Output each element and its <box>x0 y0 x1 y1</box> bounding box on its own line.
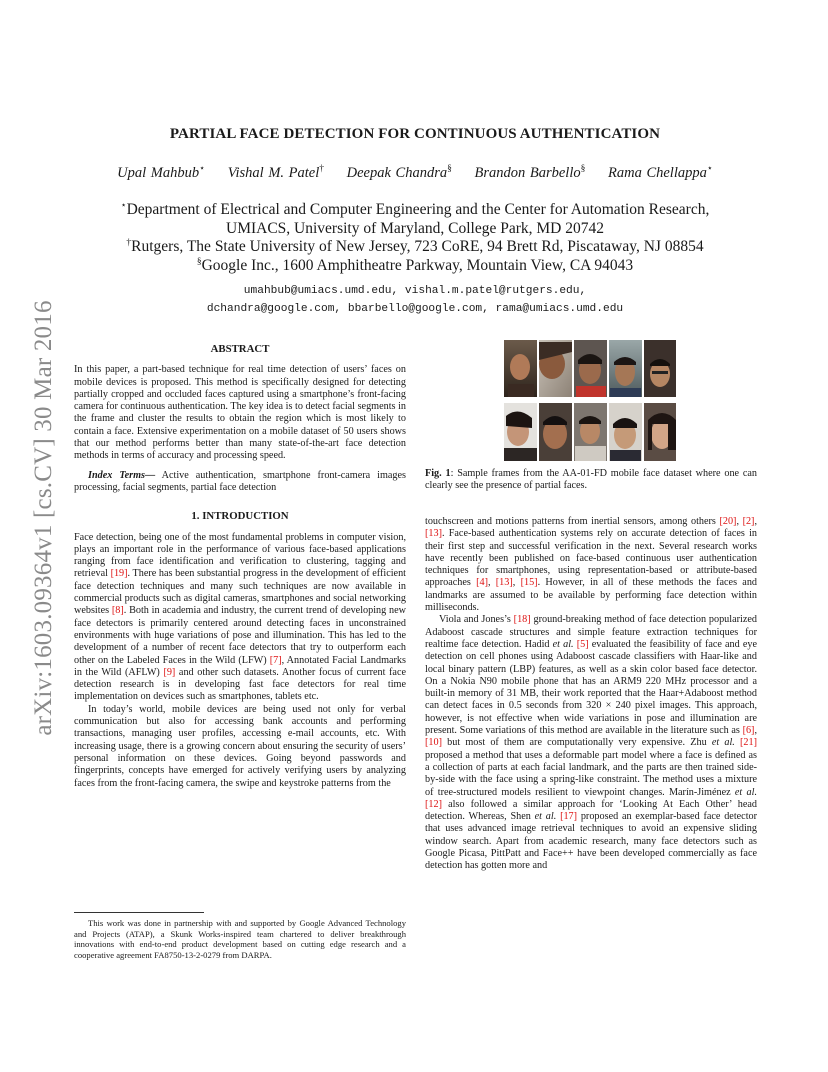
citation-link[interactable]: [13] <box>425 528 442 540</box>
sample-frame <box>609 403 642 461</box>
body-text: , Annotated Facial Landmarks in the Wild (AFLW) <box>74 654 406 678</box>
citation-link[interactable]: [9] <box>163 666 176 678</box>
author: Upal Mahbub⋆ <box>117 164 206 181</box>
sample-frame <box>504 340 537 397</box>
sample-frame <box>574 403 607 461</box>
body-text: proposed a method that uses a deformable part model where a face is defined as a collection of parts at each facial landmark, and the parts are then trained side-by-side with the face using a spring-like constraint. The method uses a mixture of tree-structured models resilient to viewpoint changes. Marín-Jiménez <box>425 749 757 798</box>
left-column <box>74 343 406 790</box>
citation-link[interactable]: [12] <box>425 798 442 810</box>
email-line: umahbub@umiacs.umd.edu, vishal.m.patel@rutgers.edu, <box>243 285 587 297</box>
index-terms: Index Terms— Active authentication, smartphone front-camera images processing, facial segments, partial face detection <box>74 469 406 493</box>
body-text: . However, in all of these methods the faces and landmarks are assumed to be available by performing face detection within milliseconds. <box>425 577 758 614</box>
citation-link[interactable]: [5] <box>576 638 589 650</box>
body-text: . Face-based authentication systems rely on accurate detection of faces in their first step and successful verification in the next. Several research works have recently been published on face-based continuous user authentication techniques for smartphones, using representation-based or attribute-based approaches <box>425 528 757 589</box>
body-text: ground-breaking method of face detection popularized Adaboost cascade structures and simple feature extraction techniques for realtime face detection. Hadid <box>425 614 757 650</box>
right-paragraph-2 <box>425 614 757 872</box>
citation-link[interactable]: [21] <box>740 737 758 749</box>
body-text: Face detection, being one of the most fundamental problems in computer vision, plays an important role in the performance of various face-based applications ranging from face identification and verification to clustering, tagging and retrieval <box>74 531 406 580</box>
body-text: , <box>512 577 521 589</box>
body-text: In today’s world, mobile devices are being used not only for verbal communication but also for accessing bank accounts and performing transactions, managing user profiles, accessing e-mail accounts, etc. With increasing usage, there is a growing concern about ensuring the security of users’ personal information on these devices. Going beyond passwords and fingerprints, concepts have emerged for actively verifying users by analyzing faces from the front-facing camera, the swipe and keystroke patterns from the <box>74 703 406 789</box>
footnote: This work was done in partnership with and supported by Google Advanced Technology and Projects (ATAP), a Skunk Works-inspired team chartered to deliver breakthrough innovations with end-to-end product development based on cutting edge research and a cooperative agreement FA8750-13-2-0279 from DARPA. <box>74 918 406 960</box>
abstract-heading: ABSTRACT <box>210 343 270 355</box>
sample-frame <box>644 340 676 397</box>
citation-link[interactable]: [20] <box>719 516 737 527</box>
author-emails <box>60 282 770 318</box>
citation-link[interactable]: [17] <box>560 811 578 823</box>
author: Brandon Barbello§ <box>474 164 586 181</box>
affiliation-umd: ⋆Department of Electrical and Computer Engineering and the Center for Automation Research, <box>120 201 710 218</box>
citation-link[interactable]: [13] <box>495 577 513 589</box>
affiliation-google: §Google Inc., 1600 Amphitheatre Parkway, Mountain View, CA 94043 <box>196 256 634 274</box>
intro-paragraph-1 <box>74 532 406 704</box>
arxiv-identifier: arXiv:1603.09364v1 [cs.CV] 30 Mar 2016 <box>30 300 57 736</box>
email-line: dchandra@google.com, bbarbello@google.com, rama@umiacs.umd.edu <box>206 303 624 315</box>
citation-link[interactable]: [6] <box>742 725 755 737</box>
sample-frame <box>609 340 642 397</box>
sample-frame <box>644 403 676 461</box>
body-text: . There has been substantial progress in the development of efficient face detection techniques and many such techniques are now available in commercial products such as digital cameras, smartphones and social networking websites <box>74 568 406 617</box>
citation-link[interactable]: [18] <box>513 614 531 626</box>
right-column <box>425 516 757 873</box>
citation-link[interactable]: [2] <box>742 516 755 527</box>
author: Rama Chellappa⋆ <box>607 164 713 181</box>
affiliations <box>60 201 770 275</box>
abstract-text: In this paper, a part-based technique for real time detection of users’ faces on mobile devices is proposed. This method is specifically designed for detecting partially cropped and occluded faces captured using a smartphone’s front-facing camera for continuous authentication. The key idea is to detect facial segments in the frame and cluster the results to obtain the region which is most likely to contain a face. Extensive experimentation on a mobile dataset of 50 users shows that our method performs better than many state-of-the-art face detection methods in terms of accuracy and processing speed. <box>74 364 406 462</box>
footnote-rule <box>74 912 204 913</box>
right-paragraph-1 <box>425 516 757 614</box>
citation-link[interactable]: [19] <box>110 568 128 580</box>
body-text: evaluated the feasibility of face and eye detection on cell phones using Adaboost cascade classifiers with Haar-like and local binary pattern (LBP) features, as well as a skin color based face detector. On a Nokia N90 mobile phone that has an ARM9 220 MHz processor and a built-in memory of 31 MB, their work reported that the Haar+Adaboost method can detect faces in 0.5 seconds from 320 × 240 pixel images. This approach, however, is not effective when wide variations in pose and illumination are present. Some variations of this method are available in the literature such as <box>425 638 757 737</box>
sample-frame <box>504 403 537 461</box>
figure-caption: Fig. 1: Sample frames from the AA-01-FD mobile face dataset where one can clearly see the presence of partial faces. <box>425 468 757 492</box>
body-text: touchscreen and motions patterns from inertial sensors, among others <box>425 516 720 527</box>
intro-paragraph-2 <box>74 704 406 790</box>
paper-title: PARTIAL FACE DETECTION FOR CONTINUOUS AUTHENTICATION <box>169 126 661 142</box>
body-text: , <box>736 516 743 527</box>
sample-frame <box>539 403 572 461</box>
citation-link[interactable]: [4] <box>476 577 488 589</box>
citation-link[interactable]: [7] <box>269 654 282 666</box>
citation-link[interactable]: [15] <box>520 577 538 589</box>
body-text: , <box>754 725 757 737</box>
citation-link[interactable]: [10] <box>425 737 442 749</box>
italic-text: et al. <box>734 786 757 798</box>
body-text: Viola and Jones’s <box>439 614 514 626</box>
body-text: also followed a similar approach for ‘Looking At Each Other’ head detection. Whereas, Shen <box>425 798 757 823</box>
body-text: , <box>487 577 496 589</box>
citation-link[interactable]: [8] <box>111 605 124 617</box>
title-block <box>60 126 770 318</box>
italic-text: et al. <box>552 638 574 650</box>
body-text: , <box>754 516 757 527</box>
body-text: but most of them are computationally very expensive. Zhu <box>441 737 712 749</box>
body-text: . Both in academia and industry, the current trend of developing new face detectors is primarily centered around detecting faces in unconstrained environments with huge variations of pose and illumination. This has led to the development of a number of recent face detectors that try to outperform each other on the Labeled Faces in the Wild (LFW) <box>74 605 406 666</box>
author-list <box>60 165 770 182</box>
sample-frame <box>539 340 572 397</box>
body-text: proposed an exemplar-based face detector that uses advanced image retrieval techniques to avoid an expensive sliding window search. Apart from academic research, many face detectors such as Google Picasa, PittPatt and Face++ have been developed commercially as face detection has gotten more and <box>425 811 758 872</box>
affiliation-rutgers: †Rutgers, The State University of New Jersey, 723 CoRE, 94 Brett Rd, Piscataway, NJ 08854 <box>126 238 704 255</box>
introduction-heading: 1. INTRODUCTION <box>191 510 289 523</box>
italic-text: et al. <box>534 811 557 823</box>
body-text: and other such datasets. Another focus of current face detection research is in developing fast face detectors for real time implementation on devices such as smartphones, tablets etc. <box>74 666 406 703</box>
figure-sample-frames <box>504 340 676 461</box>
sample-frames-grid <box>504 340 676 461</box>
affiliation-umd-line2: UMIACS, University of Maryland, College Park, MD 20742 <box>226 219 604 237</box>
author: Vishal M. Patel† <box>227 164 325 181</box>
sample-frame <box>574 340 607 397</box>
italic-text: et al. <box>711 737 735 749</box>
author: Deepak Chandra§ <box>346 164 452 181</box>
